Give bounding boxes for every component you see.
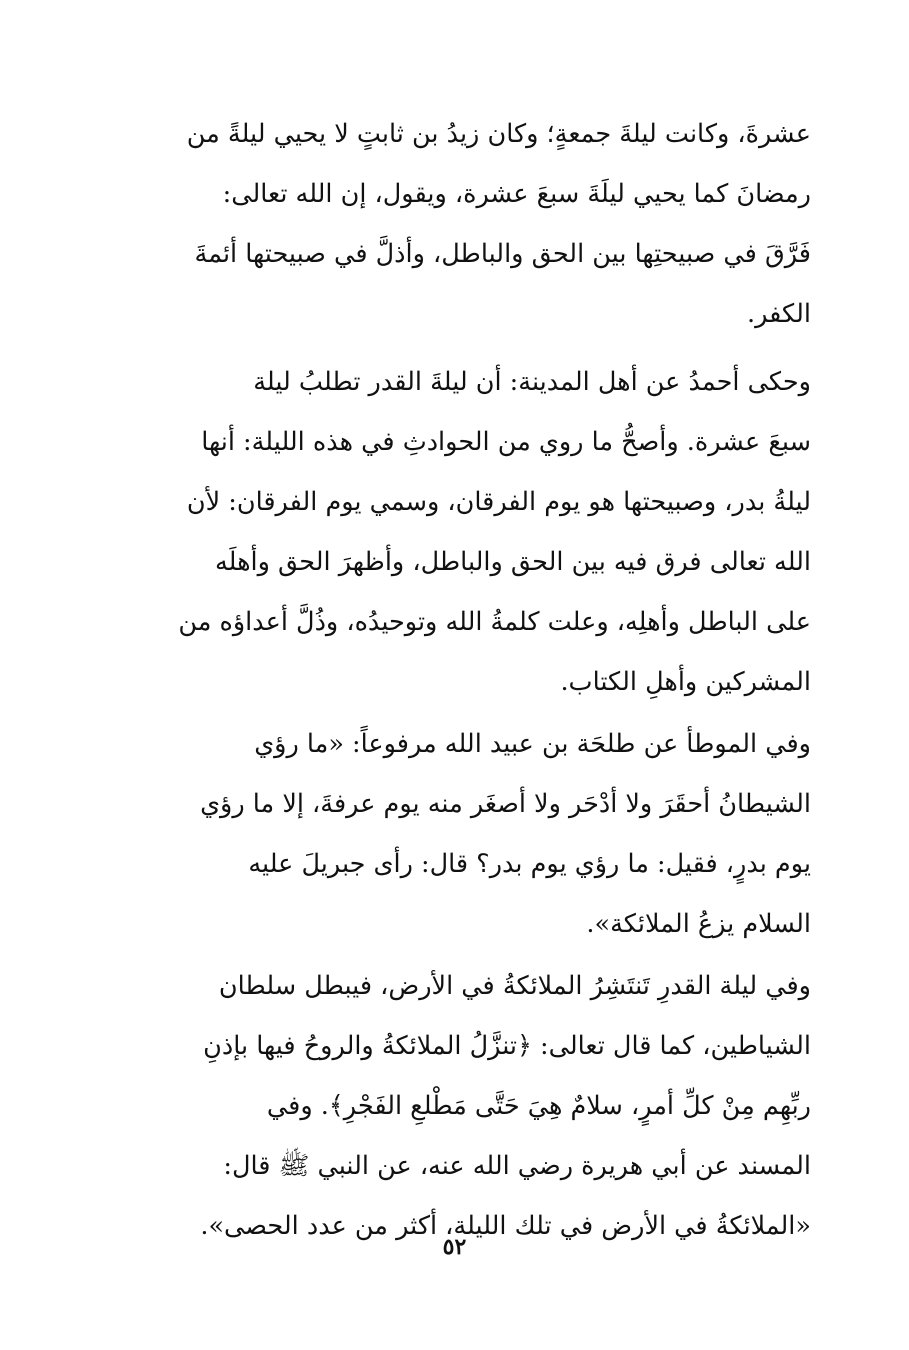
text-line: على الباطل وأهلِه، وعلت كلمةُ الله وتوحيدُه، وذُلَّ أعداؤه من [178, 607, 811, 637]
text-line: ربِّهِم مِنْ كلِّ أمرٍ، سلامٌ هِيَ حَتَّى مَطْلعِ الفَجْرِ﴾. وفي [266, 1091, 811, 1121]
text-line: الله تعالى فرق فيه بين الحق والباطل، وأظهرَ الحق وأهلَه [214, 547, 811, 577]
text-line: ليلةُ بدر، وصبيحتها هو يوم الفرقان، وسمي يوم الفرقان: لأن [186, 487, 811, 517]
text-line: وفي الموطأ عن طلحَة بن عبيد الله مرفوعاً: «ما رؤي [254, 729, 811, 759]
text-line: عشرةَ، وكانت ليلةَ جمعةٍ؛ وكان زيدُ بن ثابتٍ لا يحيي ليلةً من [186, 119, 811, 149]
paragraph-2 [112, 352, 811, 712]
text-line: الشيطانُ أحقَرَ ولا أدْحَر ولا أصغَر منه يوم عرفةَ، إلا ما رؤي [200, 789, 811, 819]
paragraph-1 [112, 104, 811, 344]
text-line: «الملائكةُ في الأرض في تلك الليلة، أكثر من عدد الحصى». [200, 1211, 811, 1241]
text-line: وحكى أحمدُ عن أهل المدينة: أن ليلةَ القدر تطلبُ ليلة [253, 367, 811, 397]
text-line: المسند عن أبي هريرة رضي الله عنه، عن النبي ﷺ قال: [223, 1151, 811, 1181]
text-line: الكفر. [746, 299, 811, 329]
page-number: ٥٢ [442, 1234, 467, 1260]
text-line: رمضانَ كما يحيي ليلَةَ سبعَ عشرة، ويقول، إن الله تعالى: [222, 179, 811, 209]
text-line: يوم بدرٍ، فقيل: ما رؤي يوم بدر؟ قال: رأى جبريلَ عليه [248, 849, 811, 879]
text-line: سبعَ عشرة. وأصحُّ ما روي من الحوادثِ في هذه الليلة: أنها [201, 427, 811, 457]
text-line: المشركين وأهلِ الكتاب. [560, 667, 811, 697]
text-line: الشياطين، كما قال تعالى: ﴿تنزَّلُ الملائكةُ والروحُ فيها بإذنِ [203, 1031, 811, 1061]
paragraph-4 [112, 956, 811, 1256]
text-line: السلام يزعُ الملائكة». [586, 909, 811, 939]
text-line: فَرَّقَ في صبيحتِها بين الحق والباطل، وأذلَّ في صبيحتها أئمةَ [194, 239, 811, 269]
paragraph-3 [112, 714, 811, 954]
text-line: وفي ليلة القدرِ تَنتَشِرُ الملائكةُ في الأرض، فيبطل سلطان [218, 971, 811, 1001]
